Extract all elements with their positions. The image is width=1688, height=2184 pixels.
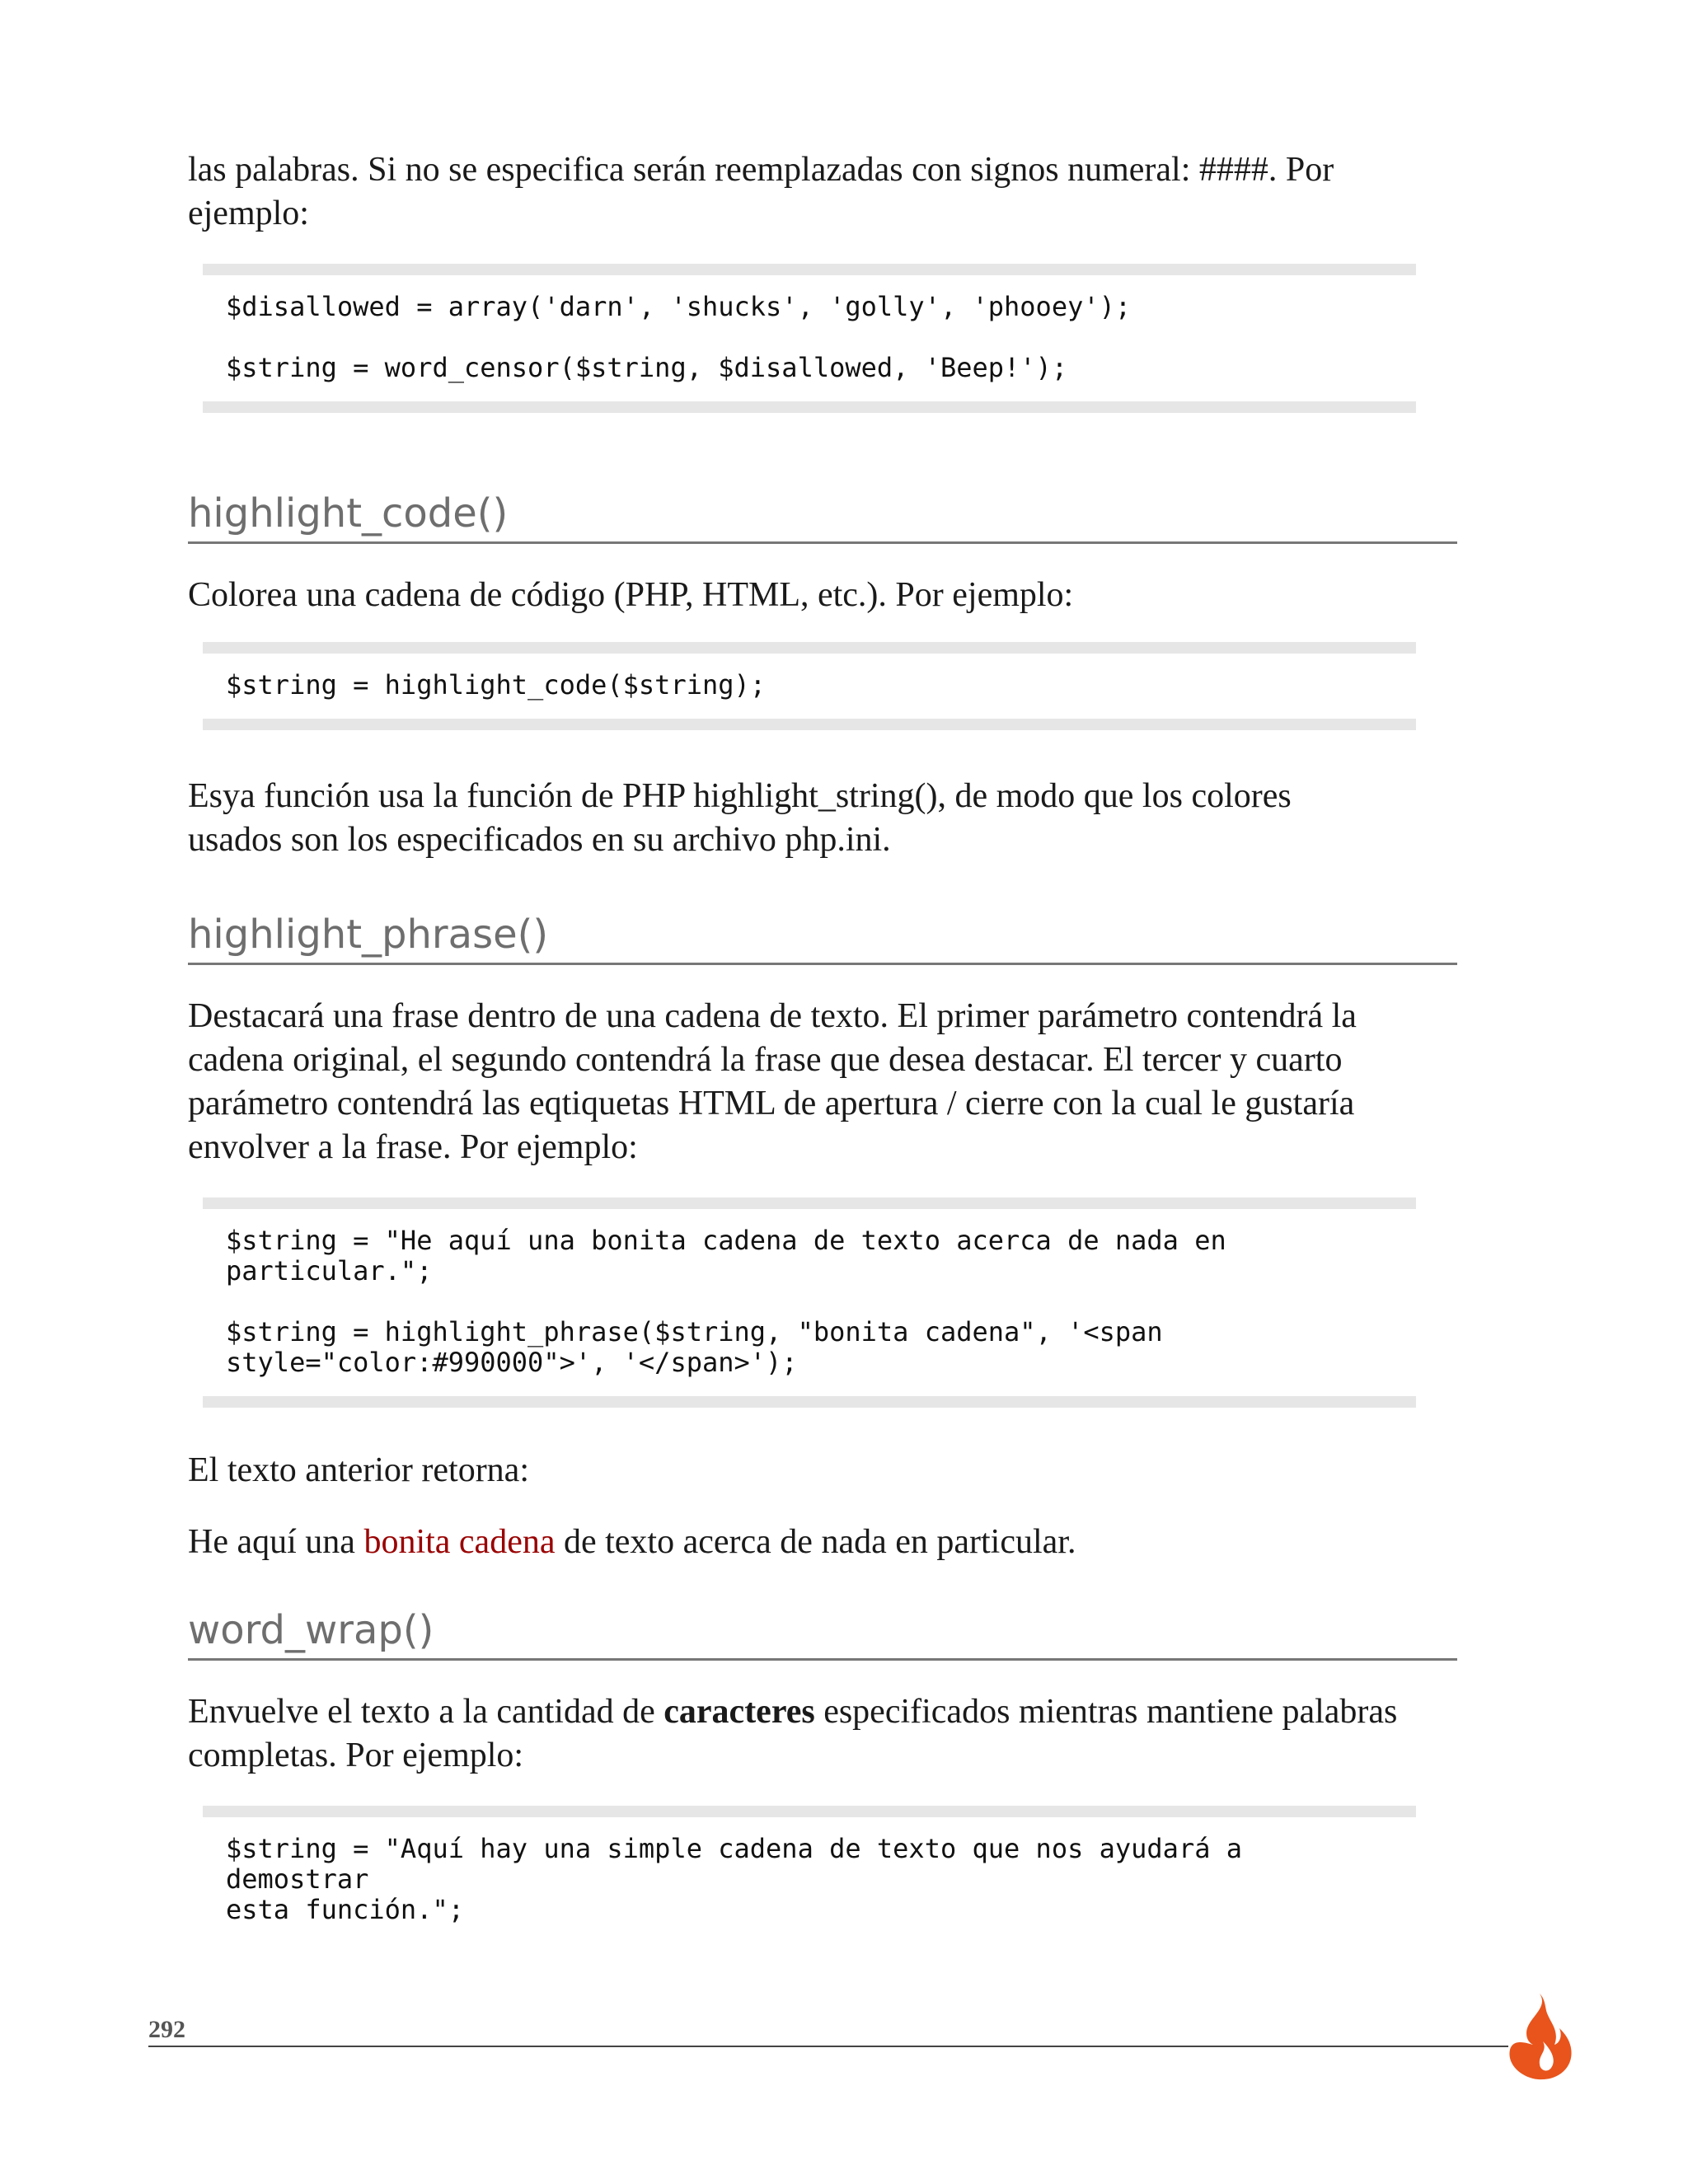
page-content: [188, 148, 1457, 1943]
desc-line-4: envolver a la frase. Por ejemplo:: [188, 1128, 638, 1166]
code-block-highlight-code: [203, 642, 1416, 730]
section-title-highlight-phrase: highlight_phrase(): [188, 912, 1457, 965]
highlight-code-description: Colorea una cadena de código (PHP, HTML, etc.). Por ejemplo:: [188, 576, 1074, 614]
highlight-code-note: [188, 775, 1457, 862]
code-line: $disallowed = array('darn', 'shucks', 'golly', 'phooey');: [226, 291, 1132, 322]
page-number: 292: [148, 2016, 185, 2043]
code-block-highlight-phrase: [203, 1197, 1416, 1408]
result-before: He aquí una: [188, 1523, 364, 1561]
desc-bold: caracteres: [663, 1693, 815, 1731]
code-block-word-censor: [203, 264, 1416, 413]
desc-line-1: Destacará una frase dentro de una cadena de texto. El primer parámetro contendrá la: [188, 997, 1357, 1035]
code-line: esta función.";: [226, 1894, 464, 1925]
desc-before: Envuelve el texto a la cantidad de: [188, 1693, 664, 1731]
note-line-2: usados son los especificados en su archivo php.ini.: [188, 821, 891, 859]
desc-line-3: parámetro contendrá las eqtiquetas HTML de apertura / cierre con la cual le gustaría: [188, 1085, 1355, 1122]
result-after: de texto acerca de nada en particular.: [555, 1523, 1076, 1561]
intro-line-2: ejemplo:: [188, 194, 309, 232]
word-wrap-description: [188, 1690, 1457, 1778]
code-line: $string = highlight_phrase($string, "bonita cadena", '<span: [226, 1316, 1163, 1347]
code-line: style="color:#990000">', '</span>');: [226, 1347, 798, 1378]
returns-label: El texto anterior retorna:: [188, 1451, 529, 1489]
intro-line-1: las palabras. Si no se especifica serán reemplazadas con signos numeral: ####. Por: [188, 151, 1334, 189]
footer-rule: [148, 2046, 1508, 2047]
code-block-word-wrap: [203, 1806, 1416, 1943]
intro-paragraph: [188, 148, 1457, 236]
highlight-phrase-description: [188, 995, 1457, 1169]
desc-after: especificados mientras mantiene palabras: [814, 1693, 1398, 1731]
code-line: $string = "Aquí hay una simple cadena de texto que nos ayudará a demostrar: [226, 1833, 1259, 1895]
codeigniter-flame-icon: [1502, 1990, 1576, 2083]
desc-line-2: completas. Por ejemplo:: [188, 1736, 524, 1774]
highlight-result: [188, 1521, 1457, 1564]
section-title-highlight-code: highlight_code(): [188, 490, 1457, 544]
section-title-word-wrap: word_wrap(): [188, 1607, 1457, 1661]
code-line: $string = highlight_code($string);: [226, 669, 767, 701]
desc-line-2: cadena original, el segundo contendrá la frase que desea destacar. El tercer y cuarto: [188, 1041, 1343, 1079]
highlighted-phrase: bonita cadena: [363, 1523, 556, 1561]
code-line: $string = "He aquí una bonita cadena de texto acerca de nada en particular.";: [226, 1225, 1242, 1286]
code-line: $string = word_censor($string, $disallowed, 'Beep!');: [226, 352, 1068, 383]
note-line-1: Esya función usa la función de PHP highlight_string(), de modo que los colores: [188, 777, 1292, 815]
